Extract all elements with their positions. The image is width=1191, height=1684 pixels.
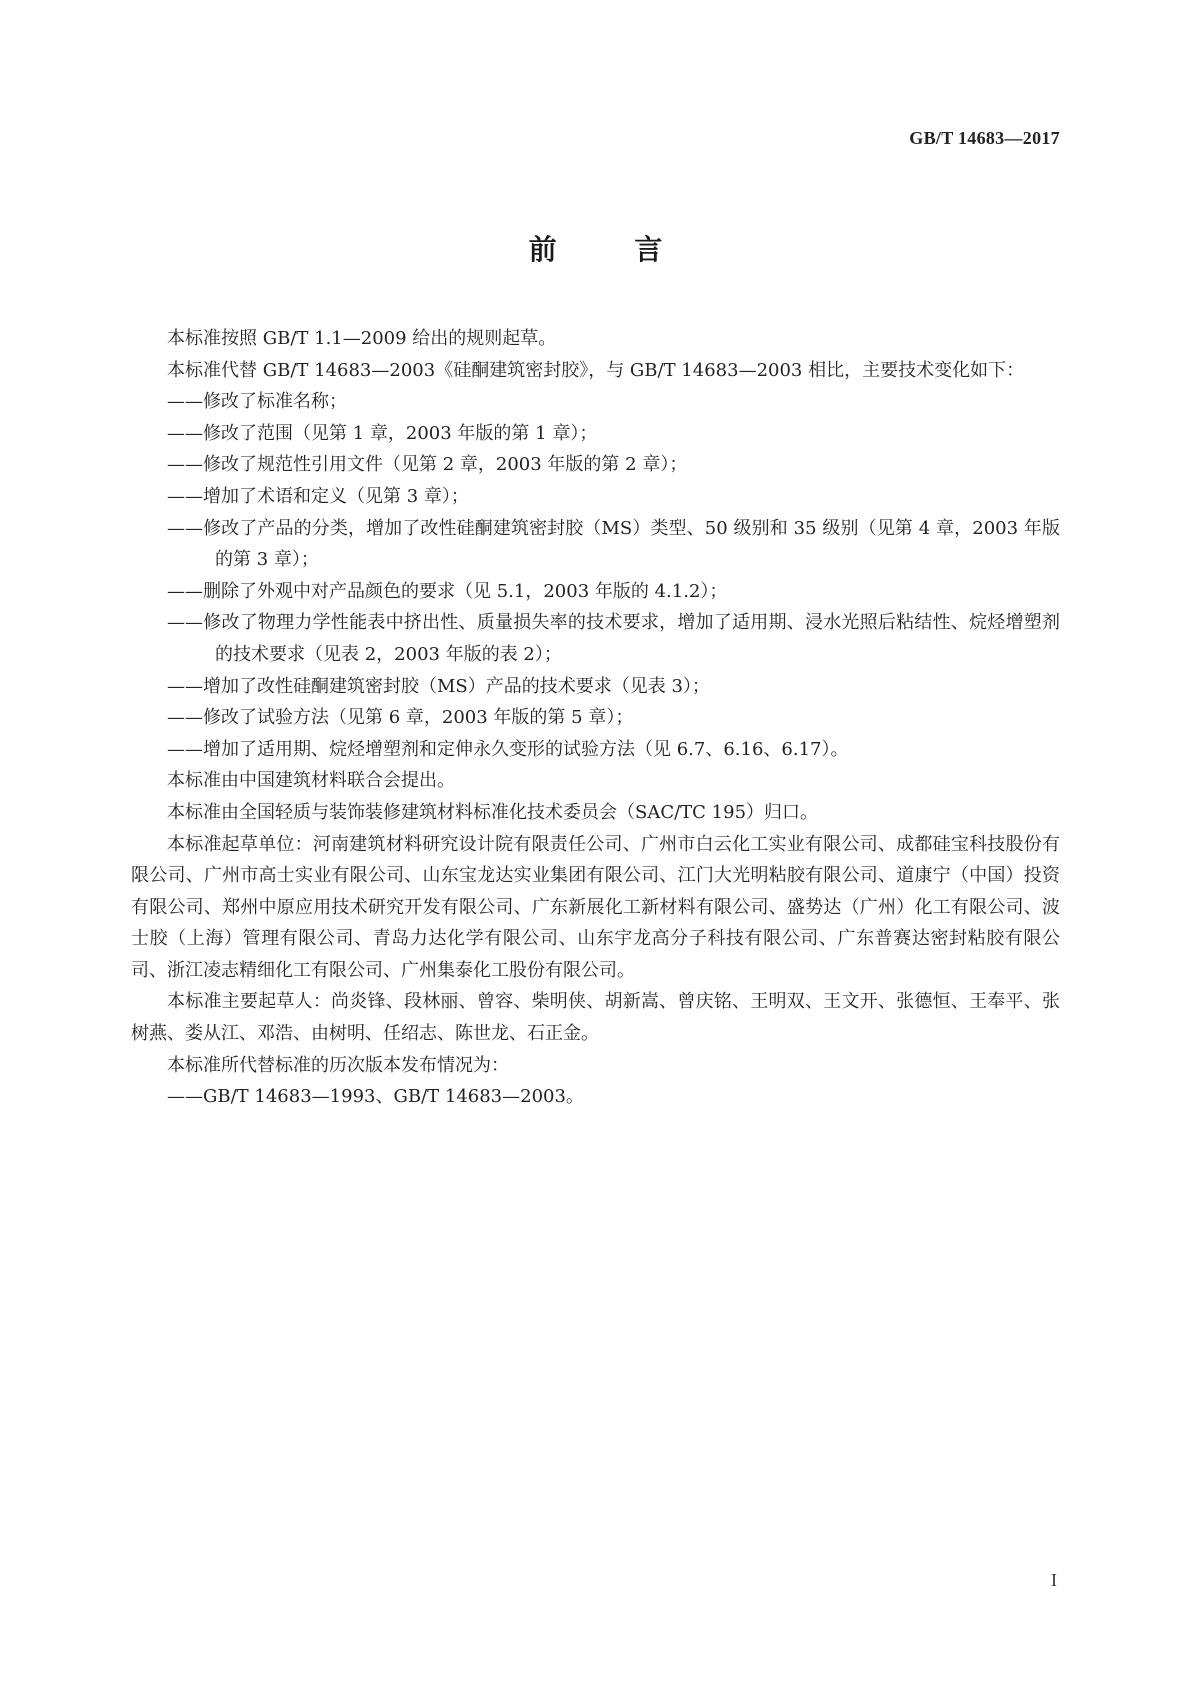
changes-list — [131, 386, 1060, 765]
list-item: ——删除了外观中对产品颜色的要求（见 5.1，2003 年版的 4.1.2）； — [167, 580, 728, 602]
history-list — [131, 1081, 1060, 1113]
list-item: ——GB/T 14683—1993、GB/T 14683—2003。 — [167, 1086, 584, 1108]
standard-code: GB/T 14683—2017 — [909, 128, 1060, 148]
intro-paragraph: 本标准代替 GB/T 14683—2003《硅酮建筑密封胶》，与 GB/T 14683—2003 相比，主要技术变化如下： — [167, 359, 1025, 381]
history-intro-paragraph: 本标准所代替标准的历次版本发布情况为： — [167, 1054, 509, 1076]
list-item: ——修改了标准名称； — [167, 391, 347, 413]
page-number: I — [1051, 1570, 1057, 1590]
list-item: ——增加了适用期、烷烃增塑剂和定伸永久变形的试验方法（见 6.7、6.16、6.17）。 — [167, 738, 849, 760]
list-item: ——修改了产品的分类，增加了改性硅酮建筑密封胶（MS）类型、50 级别和 35 级别（见第 4 章，2003 年版的第 3 章）； — [167, 517, 1060, 571]
list-item: ——修改了规范性引用文件（见第 2 章，2003 年版的第 2 章）； — [167, 454, 688, 476]
list-item: ——修改了范围（见第 1 章，2003 年版的第 1 章）； — [167, 422, 598, 444]
proposer-paragraph: 本标准由中国建筑材料联合会提出。 — [167, 770, 455, 792]
intro-paragraph: 本标准按照 GB/T 1.1—2009 给出的规则起草。 — [167, 328, 557, 349]
foreword-body — [131, 323, 1060, 1113]
page-title: 前 言 — [528, 233, 697, 266]
list-item: ——增加了术语和定义（见第 3 章）； — [167, 485, 469, 507]
list-item: ——增加了改性硅酮建筑密封胶（MS）产品的技术要求（见表 3）； — [167, 675, 710, 697]
list-item: ——修改了试验方法（见第 6 章，2003 年版的第 5 章）； — [167, 707, 634, 729]
drafting-units-paragraph: 本标准起草单位：河南建筑材料研究设计院有限责任公司、广州市白云化工实业有限公司、成都硅宝科技股份有限公司、广州市高士实业有限公司、山东宝龙达实业集团有限公司、江门大光明粘胶有限公司、道康宁（中国）投资有限公司、郑州中原应用技术研究开发有限公司、广东新展化工新材料有限公司、盛势达（广州）化工有限公司、波士胶（上海）管理有限公司、青岛力达化学有限公司、山东宇龙高分子科技有限公司、广东普赛达密封粘胶有限公司、浙江凌志精细化工有限公司、广州集泰化工股份有限公司。 — [131, 833, 1060, 981]
committee-paragraph: 本标准由全国轻质与装饰装修建筑材料标准化技术委员会（SAC/TC 195）归口。 — [167, 801, 819, 823]
drafters-paragraph: 本标准主要起草人：尚炎锋、段林丽、曾容、柴明侠、胡新嵩、曾庆铭、王明双、王文开、张德恒、王奉平、张树燕、娄从江、邓浩、由树明、任绍志、陈世龙、石正金。 — [131, 991, 1060, 1045]
list-item: ——修改了物理力学性能表中挤出性、质量损失率的技术要求，增加了适用期、浸水光照后粘结性、烷烃增塑剂的技术要求（见表 2，2003 年版的表 2）； — [167, 612, 1060, 665]
